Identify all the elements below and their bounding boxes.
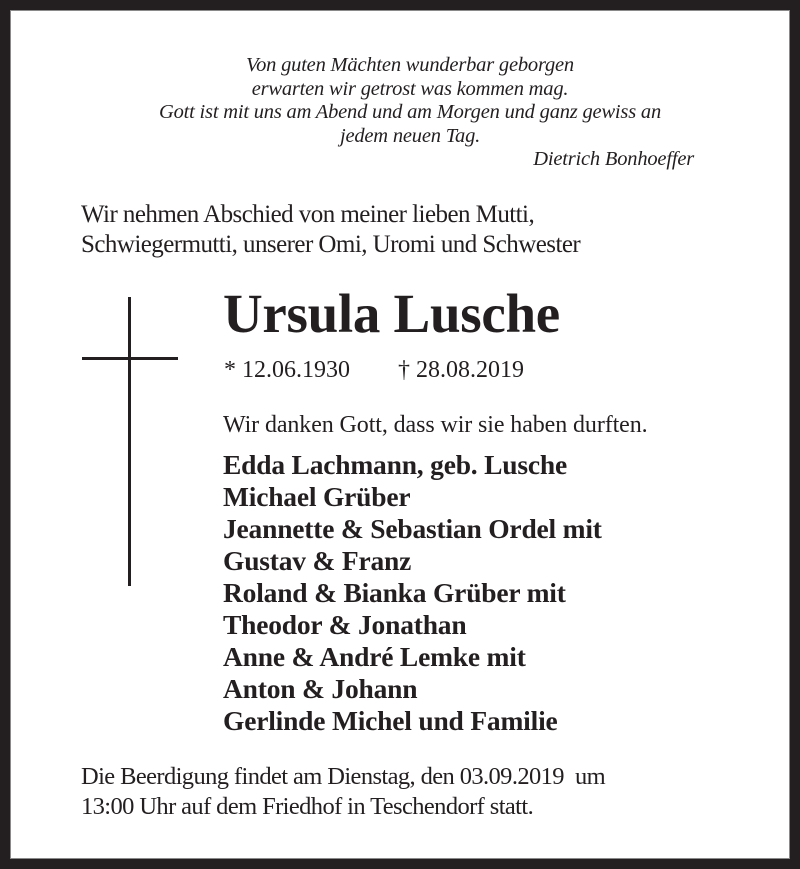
intro-line: Wir nehmen Abschied von meiner lieben Mutti, [81,201,535,228]
deceased-name: Ursula Lusche [223,283,560,344]
birth-date: * 12.06.1930 [224,357,350,383]
quote-line: Von guten Mächten wunderbar geborgen [246,54,574,76]
mourner-name: Edda Lachmann, geb. Lusche [223,449,567,480]
quote-line: erwarten wir getrost was kommen mag. [251,77,569,100]
mourner-name: Gustav & Franz [223,545,412,576]
death-date: † 28.08.2019 [398,357,524,383]
mourner-name: Anne & André Lemke mit [223,641,526,672]
mourner-name: Anton & Johann [223,673,418,704]
quote-line: jedem neuen Tag. [339,124,481,147]
funeral-line: Die Beerdigung findet am Dienstag, den 03.09.2019 um [81,763,606,790]
cross-vertical-bar [128,297,131,586]
bonhoeffer-quote [100,54,720,148]
mourner-name: Michael Grüber [223,481,411,512]
funeral-line: 13:00 Uhr auf dem Friedhof in Teschendorf statt. [81,793,534,820]
intro-line: Schwiegermutti, unserer Omi, Uromi und Schwester [81,231,581,258]
mourner-name: Roland & Bianka Grüber mit [223,577,566,608]
mourners-list [223,449,602,737]
mourner-name: Jeannette & Sebastian Ordel mit [223,513,602,544]
mourner-name: Theodor & Jonathan [223,609,467,640]
mourner-name: Gerlinde Michel und Familie [223,705,558,736]
farewell-intro [81,200,580,260]
quote-line: Gott ist mit uns am Abend und am Morgen und ganz gewiss an [158,101,662,123]
funeral-notice [81,762,605,822]
quote-author: Dietrich Bonhoeffer [533,148,694,170]
cross-horizontal-bar [82,357,178,360]
thanks-line: Wir danken Gott, dass wir sie haben durften. [223,412,648,438]
